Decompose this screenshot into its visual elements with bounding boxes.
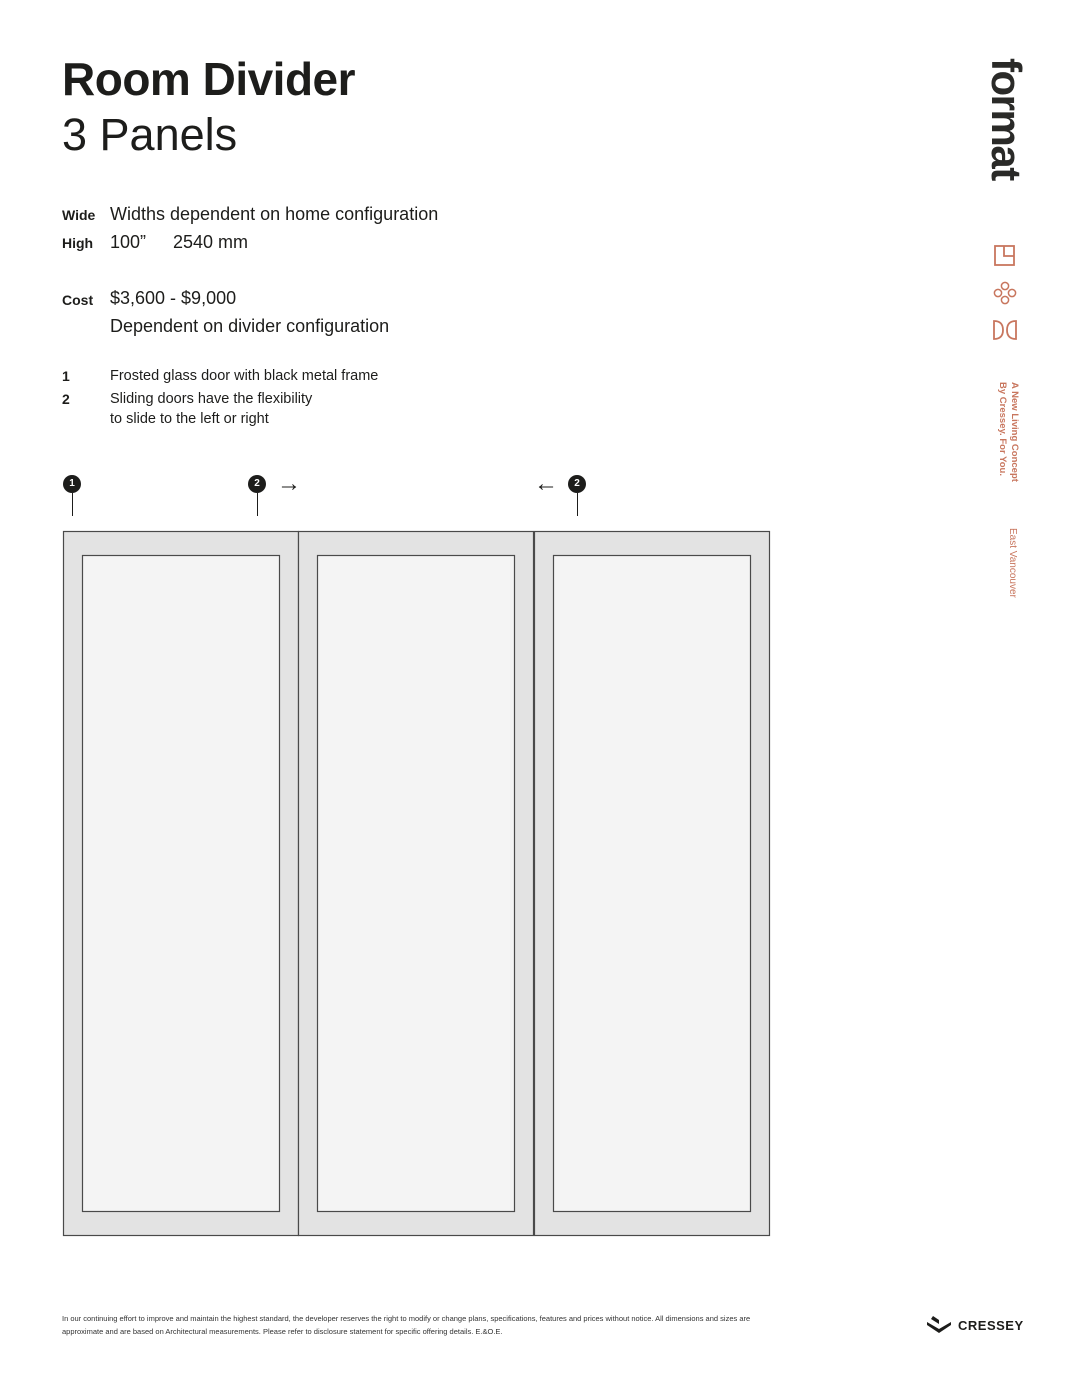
disclaimer-text: In our continuing effort to improve and maintain the highest standard, the developer reserves the right to modify or change plans, specifications, features and prices without notice. All dimensions and sizes are approximate and are based on Architectural measurements. Please refer to disclosure statement for specific offering details. E.&O.E. bbox=[62, 1314, 751, 1336]
room-divider-drawing bbox=[60, 528, 774, 1240]
callout-leader bbox=[257, 493, 258, 516]
arrow-left-icon: ← bbox=[534, 470, 558, 497]
wide-value: Widths dependent on home configuration bbox=[110, 204, 439, 224]
page-title: Room Divider bbox=[62, 53, 356, 105]
circles-icon bbox=[992, 280, 1018, 306]
high-metric: 2540 mm bbox=[173, 232, 249, 252]
cost-note: Dependent on divider configuration bbox=[110, 316, 390, 336]
note-number: 2 bbox=[62, 391, 70, 407]
callout-marker: 1 bbox=[63, 475, 81, 493]
tagline-line: By Cressey. For You. bbox=[997, 382, 1008, 476]
door-panel bbox=[299, 532, 534, 1236]
note-text: Sliding doors have the flexibility bbox=[110, 391, 313, 407]
wide-label: Wide bbox=[62, 207, 96, 223]
location-label: East Vancouver bbox=[1007, 528, 1018, 598]
door-panel bbox=[535, 532, 770, 1236]
high-imperial: 100” bbox=[110, 232, 147, 252]
page-subtitle: 3 Panels bbox=[62, 109, 238, 160]
cressey-logo-icon bbox=[925, 1313, 953, 1335]
developer-name: CRESSEY bbox=[958, 1318, 1024, 1333]
brand-tagline bbox=[996, 382, 1020, 482]
high-label: High bbox=[62, 235, 94, 251]
note-text-continued: to slide to the left or right bbox=[110, 411, 269, 427]
callout-marker: 2 bbox=[568, 475, 586, 493]
note-text: Frosted glass door with black metal frame bbox=[110, 368, 379, 384]
door-panel bbox=[64, 532, 299, 1236]
tagline-line: A New Living Concept bbox=[1009, 382, 1020, 482]
floorplan-icon bbox=[993, 244, 1017, 268]
cost-label: Cost bbox=[62, 292, 94, 308]
callout-leader bbox=[577, 493, 578, 516]
dd-mark-icon bbox=[991, 318, 1019, 342]
callout-marker: 2 bbox=[248, 475, 266, 493]
callout-leader bbox=[72, 493, 73, 516]
brand-logo: format bbox=[983, 58, 1030, 180]
note-number: 1 bbox=[62, 368, 70, 384]
arrow-right-icon: → bbox=[277, 470, 301, 497]
cost-value: $3,600 - $9,000 bbox=[110, 288, 237, 308]
